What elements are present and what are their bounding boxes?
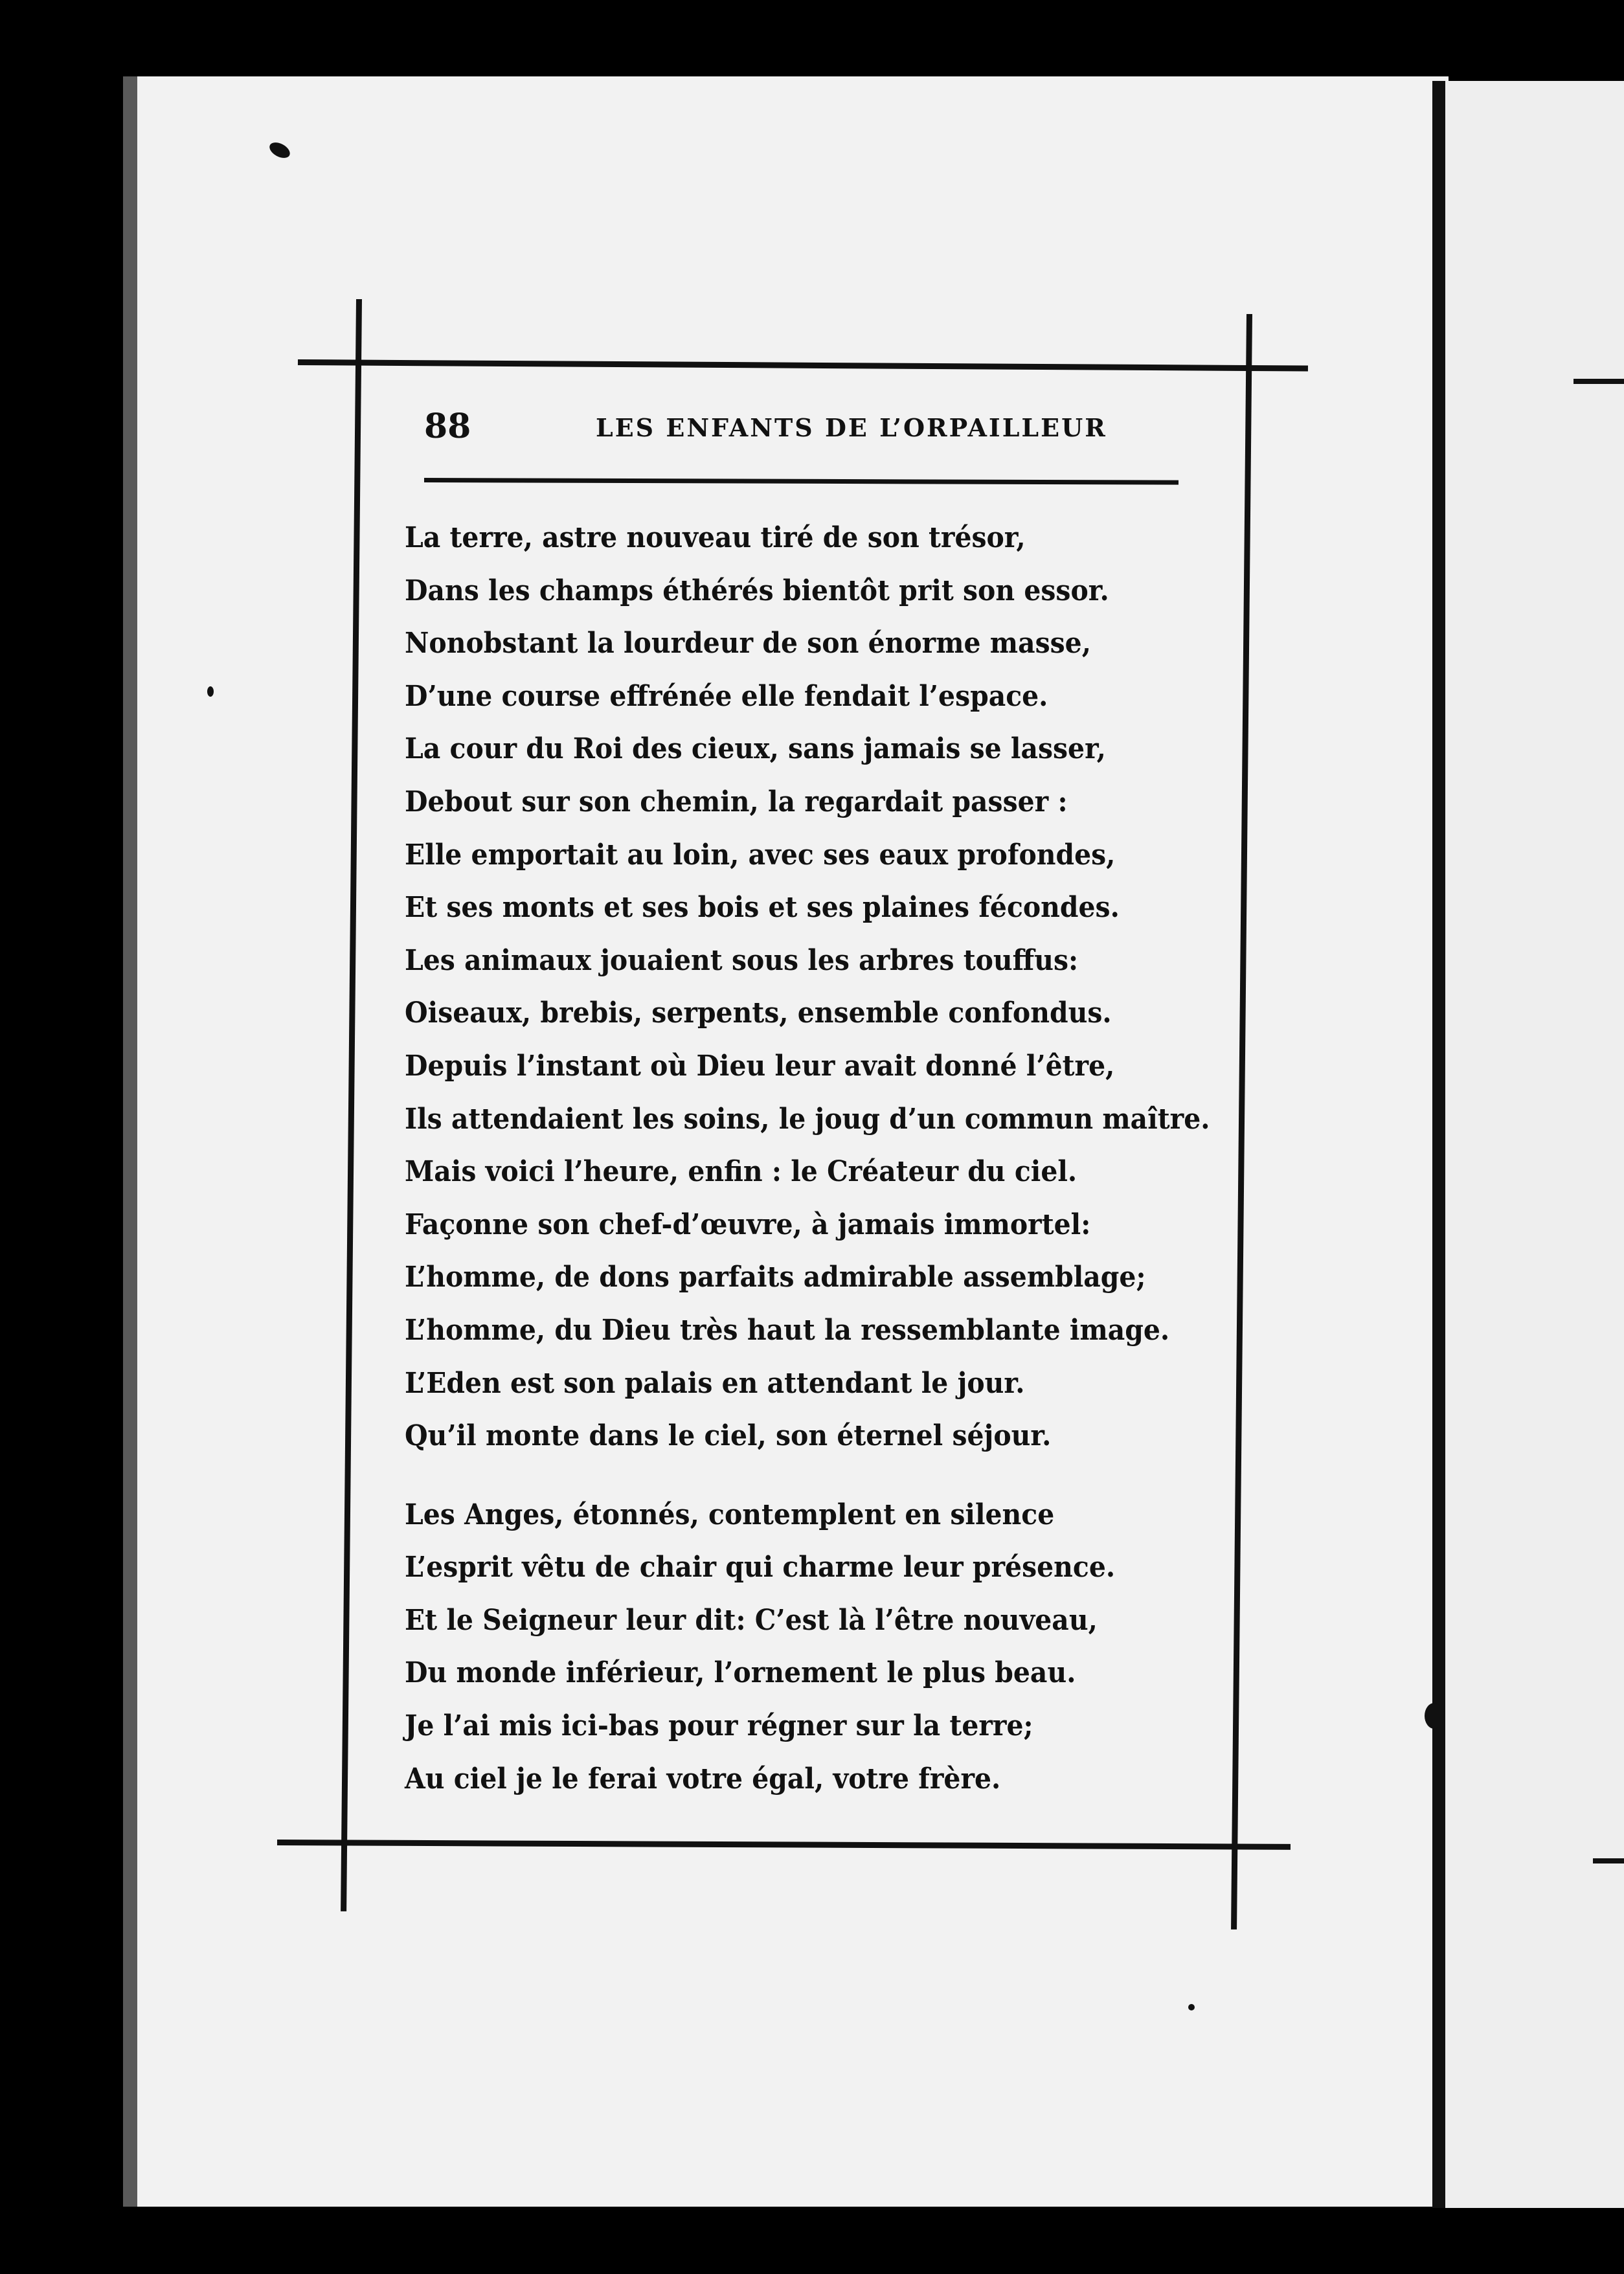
poem-line: Du monde inférieur, l’ornement le plus beau. — [405, 1656, 1076, 1690]
poem-line: Ils attendaient les soins, le joug d’un commun maître. — [405, 1102, 1210, 1136]
poem-line: La cour du Roi des cieux, sans jamais se lasser, — [405, 732, 1106, 766]
poem-line: Dans les champs éthérés bientôt prit son essor. — [405, 574, 1109, 607]
poem-line: Et ses monts et ses bois et ses plaines fécondes. — [405, 891, 1120, 925]
poem-line: La terre, astre nouveau tiré de son trésor, — [405, 521, 1026, 554]
poem-line: L’Eden est son palais en attendant le jour. — [405, 1366, 1025, 1400]
running-head — [424, 407, 1182, 458]
poem-line: Nonobstant la lourdeur de son énorme masse, — [405, 627, 1091, 660]
poem-text — [405, 512, 1210, 1826]
running-title: LES ENFANTS DE L’ORPAILLEUR — [596, 413, 1107, 442]
stanza-1 — [405, 512, 1210, 1463]
book-gutter — [1432, 81, 1447, 2208]
poem-line: Qu’il monte dans le ciel, son éternel séjour. — [405, 1419, 1052, 1453]
poem-line: Depuis l’instant où Dieu leur avait donné l’être, — [405, 1049, 1115, 1083]
right-page-rule-bottom — [1593, 1858, 1624, 1863]
poem-line: Debout sur son chemin, la regardait passer : — [405, 785, 1068, 818]
poem-line: Façonne son chef-d’œuvre, à jamais immortel: — [405, 1208, 1091, 1241]
poem-line: Je l’ai mis ici-bas pour régner sur la terre; — [405, 1709, 1033, 1743]
poem-line: Au ciel je le ferai votre égal, votre frère. — [405, 1762, 1001, 1796]
stanza-2 — [405, 1489, 1116, 1806]
poem-line: Elle emportait au loin, avec ses eaux profondes, — [405, 838, 1116, 872]
page-number: 88 — [424, 407, 471, 446]
poem-line: L’esprit vêtu de chair qui charme leur présence. — [405, 1551, 1116, 1584]
poem-line: D’une course effrénée elle fendait l’espace. — [405, 679, 1048, 713]
ink-speck — [207, 686, 214, 697]
right-page-edge — [1445, 81, 1624, 2208]
poem-line: Oiseaux, brebis, serpents, ensemble confondus. — [405, 996, 1112, 1030]
poem-line: Les Anges, étonnés, contemplent en silence — [405, 1498, 1055, 1531]
poem-line: Mais voici l’heure, enfin : le Créateur du ciel. — [405, 1155, 1077, 1189]
poem-line: Et le Seigneur leur dit: C’est là l’être nouveau, — [405, 1603, 1098, 1637]
poem-line: Les animaux jouaient sous les arbres touffus: — [405, 943, 1079, 977]
poem-line: L’homme, du Dieu très haut la ressemblante image. — [405, 1313, 1170, 1347]
ink-speck — [1188, 2004, 1195, 2010]
poem-line: L’homme, de dons parfaits admirable assemblage; — [405, 1261, 1146, 1294]
ink-speck — [1425, 1703, 1444, 1729]
stanza-break — [405, 1463, 1162, 1489]
right-page-rule-top — [1573, 379, 1624, 384]
